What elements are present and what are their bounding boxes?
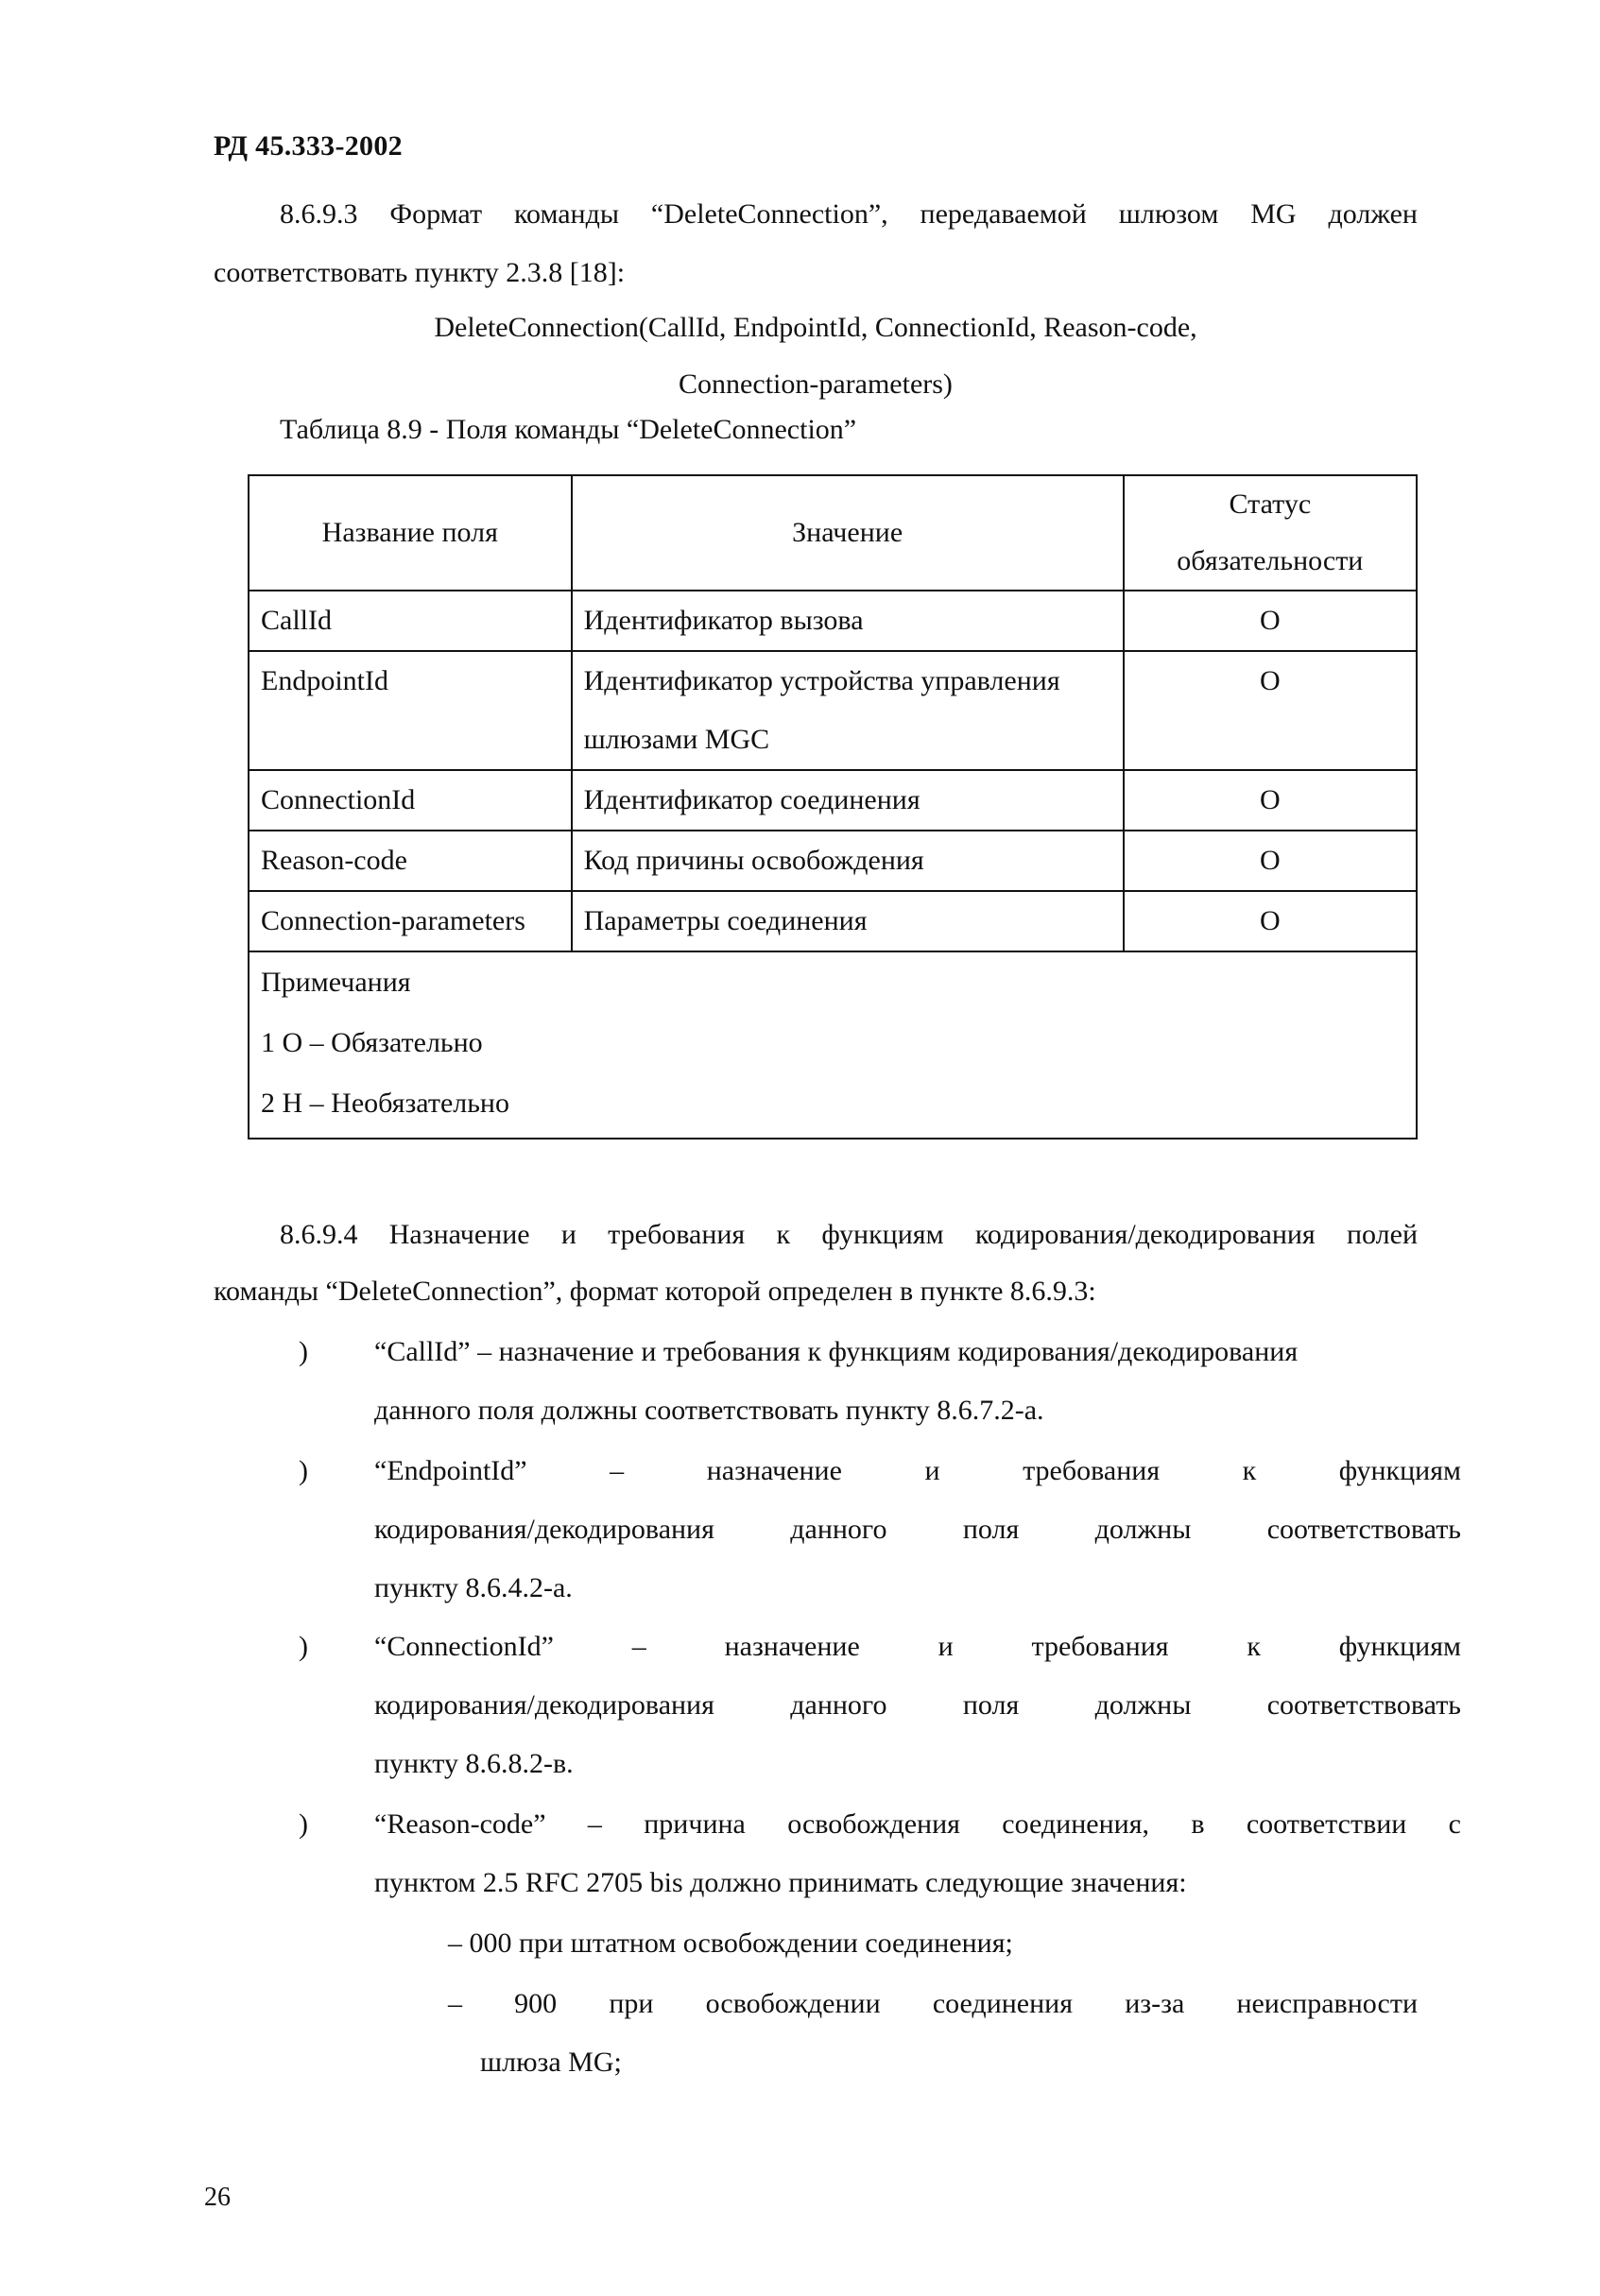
- list-item-line1: “CallId” – назначение и требования к функциям кодирования/декодирования: [374, 1336, 1299, 1367]
- document-code-header: РД 45.333-2002: [214, 130, 403, 162]
- field-name-cell: Reason-code: [249, 831, 572, 891]
- table-row: [249, 591, 1417, 651]
- list-marker: ): [299, 1631, 308, 1662]
- formula-line2: Connection-parameters): [679, 368, 953, 400]
- field-name-cell: Connection-parameters: [249, 891, 572, 951]
- header-status-line1: Статус: [1229, 488, 1312, 520]
- field-value-line2: шлюзами MGC: [583, 724, 770, 755]
- list-item-line2: пунктом 2.5 RFC 2705 bis должно принимать следующие значения:: [374, 1867, 1187, 1898]
- section-8694-line2: команды “DeleteConnection”, формат которой определен в пункте 8.6.9.3:: [214, 1276, 1096, 1307]
- field-status-cell: О: [1124, 591, 1417, 651]
- field-value-line1: Идентификатор устройства управления: [583, 665, 1060, 696]
- table-row: [249, 651, 1417, 770]
- note-1: 1 О – Обязательно: [261, 1027, 483, 1058]
- field-name-cell: ConnectionId: [249, 770, 572, 831]
- header-status-line2: обязательности: [1177, 545, 1364, 576]
- list-marker: ): [299, 1336, 308, 1367]
- field-value-cell: Идентификатор соединения: [572, 770, 1124, 831]
- field-status-cell: О: [1124, 651, 1417, 770]
- list-marker: ): [299, 1455, 308, 1486]
- list-item-line1: “ConnectionId” – назначение и требования к функциям: [374, 1631, 1461, 1662]
- field-value-cell: Параметры соединения: [572, 891, 1124, 951]
- field-name-cell: CallId: [249, 591, 572, 651]
- table-notes-cell: [249, 951, 1417, 1139]
- value-item-900-line2: шлюза MG;: [480, 2047, 622, 2078]
- field-status-cell: О: [1124, 831, 1417, 891]
- field-name-cell: EndpointId: [249, 651, 572, 770]
- formula-line1: DeleteConnection(CallId, EndpointId, ConnectionId, Reason-code,: [434, 312, 1197, 343]
- table-row: [249, 770, 1417, 831]
- section-8693-line1: 8.6.9.3 Формат команды “DeleteConnection”, передаваемой шлюзом MG должен: [280, 198, 1418, 230]
- field-status-cell: О: [1124, 770, 1417, 831]
- list-item-line1: “EndpointId” – назначение и требования к функциям: [374, 1455, 1461, 1486]
- notes-title: Примечания: [261, 967, 411, 998]
- note-2: 2 Н – Необязательно: [261, 1088, 509, 1119]
- value-item-900-line1: – 900 при освобождении соединения из-за неисправности: [448, 1988, 1418, 2019]
- table-row: [249, 891, 1417, 951]
- list-item-line1: “Reason-code” – причина освобождения соединения, в соответствии с: [374, 1808, 1461, 1840]
- list-item-line2: кодирования/декодирования данного поля должны соответствовать: [374, 1514, 1461, 1545]
- list-item-line3: пункту 8.6.8.2-в.: [374, 1748, 574, 1779]
- table-header-row: [249, 475, 1417, 591]
- header-field-name: Название поля: [249, 475, 572, 591]
- section-8693-line2: соответствовать пункту 2.3.8 [18]:: [214, 257, 626, 288]
- table-row: [249, 831, 1417, 891]
- list-item-line2: данного поля должны соответствовать пункту 8.6.7.2-а.: [374, 1395, 1044, 1426]
- field-value-cell: Идентификатор вызова: [572, 591, 1124, 651]
- table-notes-row: [249, 951, 1417, 1139]
- field-value-cell: [572, 651, 1124, 770]
- page-number: 26: [204, 2183, 231, 2212]
- fields-table: [248, 474, 1418, 1139]
- field-value-cell: Код причины освобождения: [572, 831, 1124, 891]
- list-item-line2: кодирования/декодирования данного поля должны соответствовать: [374, 1689, 1461, 1721]
- header-status: [1124, 475, 1417, 591]
- table-caption: Таблица 8.9 - Поля команды “DeleteConnection”: [280, 414, 857, 445]
- value-item-000: – 000 при штатном освобождении соединения;: [448, 1928, 1013, 1959]
- list-marker: ): [299, 1808, 308, 1840]
- list-item-line3: пункту 8.6.4.2-а.: [374, 1572, 573, 1603]
- field-status-cell: О: [1124, 891, 1417, 951]
- section-8694-line1: 8.6.9.4 Назначение и требования к функциям кодирования/декодирования полей: [280, 1219, 1418, 1250]
- header-value: Значение: [572, 475, 1124, 591]
